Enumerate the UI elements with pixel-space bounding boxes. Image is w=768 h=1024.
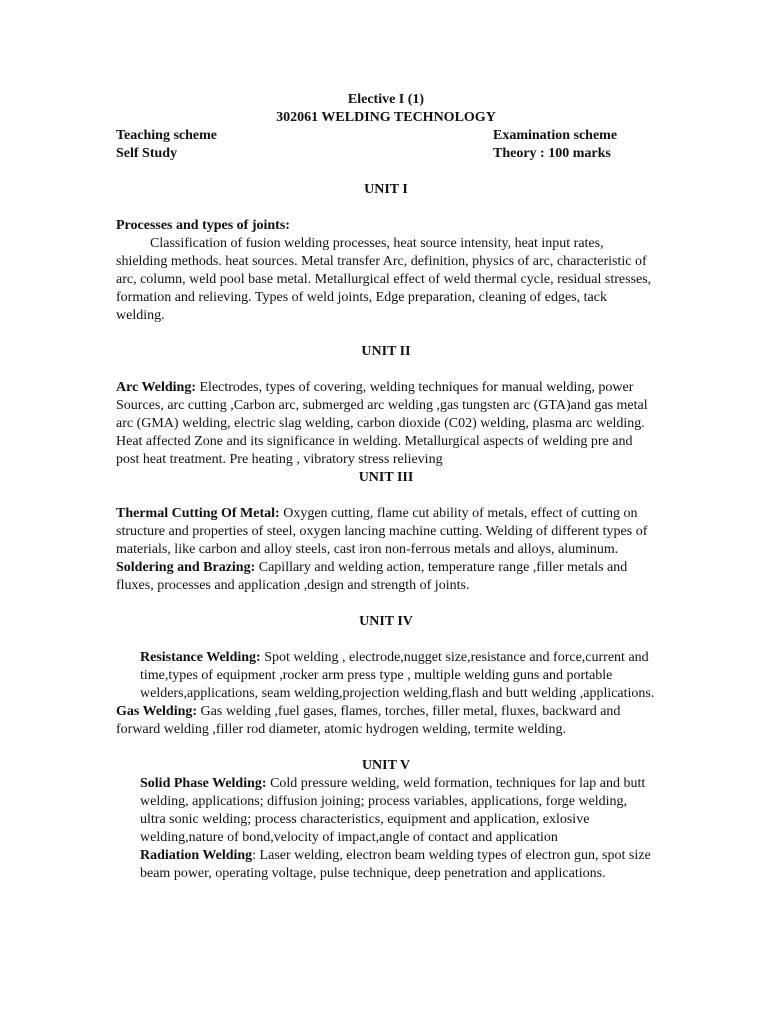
unit-5-paragraph-1 bbox=[116, 775, 656, 847]
unit-2-paragraph bbox=[116, 379, 656, 433]
teaching-scheme-value: Self Study bbox=[116, 146, 178, 161]
examination-scheme-label: Examination scheme bbox=[493, 128, 618, 143]
scheme-value-row bbox=[116, 145, 656, 163]
unit-5-title: UNIT V bbox=[361, 758, 411, 773]
syllabus-document bbox=[116, 91, 656, 883]
unit-4-title: UNIT IV bbox=[359, 614, 413, 629]
unit-5-heading-1: Solid Phase Welding: bbox=[140, 776, 267, 791]
unit-5-body-2: : Laser welding, electron beam welding types of electron gun, spot size beam power, operating voltage, pulse technique, deep penetration and applications. bbox=[140, 848, 651, 881]
unit-2-heading: Arc Welding: bbox=[116, 380, 196, 395]
unit-1-title: UNIT I bbox=[364, 182, 408, 197]
unit-3-body-2: Capillary and welding action, temperature range ,filler metals and fluxes, processes and application ,design and strength of joints. bbox=[116, 560, 628, 593]
unit-4-heading-1: Resistance Welding: bbox=[140, 650, 261, 665]
unit-4-body-1: Spot welding , electrode,nugget size,resistance and force,current and time,types of equipment ,rocker arm press type , multiple welding guns and portable welders,applications, seam welding,projection welding,flash and butt welding ,applications. bbox=[140, 650, 655, 701]
unit-4-heading-2: Gas Welding: bbox=[116, 704, 198, 719]
unit-4-paragraph-1 bbox=[116, 649, 656, 703]
unit-3-paragraph-1 bbox=[116, 505, 656, 559]
examination-scheme-value: Theory : 100 marks bbox=[493, 146, 611, 161]
unit-4-body-2: Gas welding ,fuel gases, flames, torches, filler metal, fluxes, backward and forward welding ,filler rod diameter, atomic hydrogen welding, termite welding. bbox=[116, 704, 621, 737]
unit-3-title: UNIT III bbox=[358, 470, 414, 485]
unit-3-body-1: Oxygen cutting, flame cut ability of metals, effect of cutting on structure and properties of steel, oxygen lancing machine cutting. Welding of different types of materials, like carbon and alloy steels, cast iron non-ferrous metals and alloys, aluminum. bbox=[116, 506, 648, 557]
unit-5-paragraph-2 bbox=[116, 847, 656, 883]
unit-1-heading: Processes and types of joints: bbox=[116, 218, 290, 233]
unit-2-title: UNIT II bbox=[361, 344, 411, 359]
scheme-header-row bbox=[116, 127, 656, 145]
unit-2-body-2: Heat affected Zone and its significance in welding. Metallurgical aspects of welding pre and post heat treatment. Pre heating , vibratory stress relieving bbox=[116, 434, 633, 467]
unit-3-heading-2: Soldering and Brazing: bbox=[116, 560, 256, 575]
unit-2-body: Electrodes, types of covering, welding techniques for manual welding, power Sources, arc cutting ,Carbon arc, submerged arc welding ,gas tungsten arc (GTA)and gas metal arc (GMA) welding, electric slag welding, carbon dioxide (C02) welding, plasma arc welding. bbox=[116, 380, 648, 431]
unit-5-body-1: Cold pressure welding, weld formation, techniques for lap and butt welding, applications; diffusion joining; process variables, applications, forge welding, ultra sonic welding; process characteristics, equipment and application, exlosive welding,nature of bond,velocity of impact,angle of contact and application bbox=[140, 776, 646, 845]
teaching-scheme-label: Teaching scheme bbox=[116, 128, 217, 143]
elective-title: Elective I (1) bbox=[347, 92, 425, 107]
unit-1-body: Classification of fusion welding processes, heat source intensity, heat input rates, shielding methods. heat sources. Metal transfer Arc, definition, physics of arc, characteristic of arc, column, weld pool base metal. Metallurgical effect of weld thermal cycle, residual stresses, formation and relieving. Types of weld joints, Edge preparation, cleaning of edges, tack welding. bbox=[116, 236, 652, 323]
unit-3-heading-1: Thermal Cutting Of Metal: bbox=[116, 506, 280, 521]
course-title: 302061 WELDING TECHNOLOGY bbox=[276, 110, 496, 125]
unit-3-paragraph-2 bbox=[116, 559, 656, 595]
unit-5-heading-2: Radiation Welding bbox=[140, 848, 253, 863]
unit-4-paragraph-2 bbox=[116, 703, 656, 739]
